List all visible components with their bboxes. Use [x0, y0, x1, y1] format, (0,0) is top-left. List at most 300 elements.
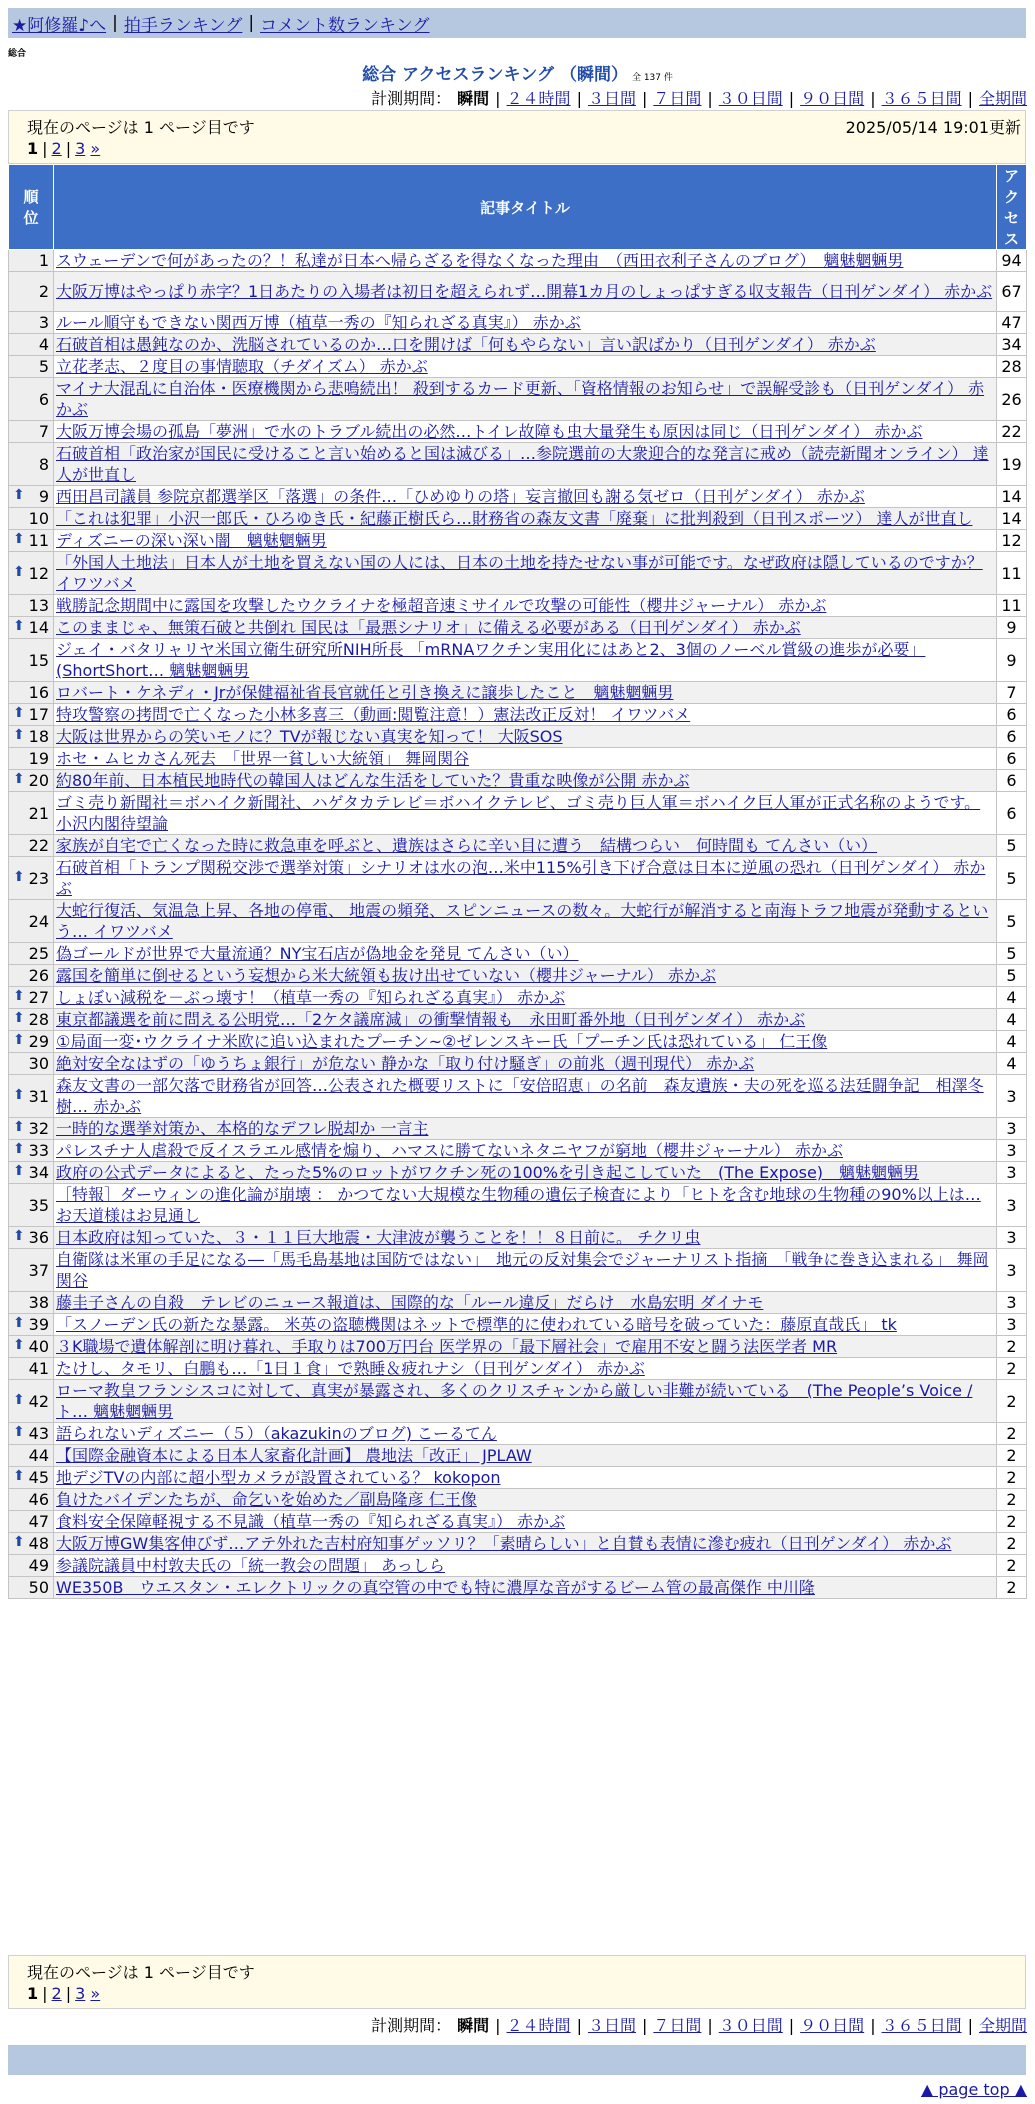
rank-number: 33 [28, 1141, 49, 1160]
page-title: 総合 アクセスランキング （瞬間） [362, 65, 628, 85]
rank-cell [9, 272, 54, 312]
title-cell [54, 1162, 997, 1184]
table-row [9, 312, 1027, 334]
rank-cell [9, 1162, 54, 1184]
rank-number: 48 [28, 1534, 49, 1553]
table-row [9, 792, 1027, 835]
title-cell [54, 726, 997, 748]
page-separator: | [42, 1984, 48, 2003]
article-link[interactable]: 食料安全保障軽視する不見識（植草一秀の『知られざる真実』） 赤かぶ [56, 1512, 566, 1531]
period-link-3[interactable]: ７日間 [653, 2016, 702, 2035]
top-nav-bar [8, 8, 1026, 38]
rank-cell [9, 1031, 54, 1053]
article-link[interactable]: ホセ・ムヒカさん死去 「世界一貧しい大統領」 舞岡関谷 [56, 749, 470, 768]
rank-cell [9, 792, 54, 835]
title-cell [54, 1489, 997, 1511]
article-link[interactable]: 「外国人土地法」日本人が土地を買えない国の人には、日本の土地を持たせない事が可能です。なぜ政府は隠しているのですか？ イワツバメ [56, 553, 983, 593]
period-link-7[interactable]: 全期間 [978, 89, 1027, 108]
current-page-message: 現在のページは 1 ページ目です [27, 1963, 255, 1982]
table-row [9, 1489, 1027, 1511]
table-row [9, 272, 1027, 312]
rank-number: 25 [28, 944, 49, 963]
title-cell [54, 1467, 997, 1489]
access-count: 4 [997, 1031, 1027, 1053]
rank-number: 23 [28, 868, 49, 888]
table-header-row [9, 165, 1027, 250]
title-cell [54, 1292, 997, 1314]
rank-cell [9, 748, 54, 770]
access-count: 26 [997, 378, 1027, 421]
table-row [9, 943, 1027, 965]
article-link[interactable]: 東京都議選を前に問える公明党…「2ケタ議席減」の衝撃情報も 永田町番外地（日刊ゲンダイ） 赤かぶ [56, 1010, 806, 1029]
rank-up-arrow-icon: ⬆ [13, 1119, 25, 1135]
period-separator: | [967, 89, 973, 108]
nav-link-asyura[interactable]: ★阿修羅♪へ [12, 15, 107, 36]
article-link[interactable]: 「スノーデン氏の新たな暴露。 米英の盗聴機関はネットで標準的に使われている暗号を破っていた：藤原直哉氏」 tk [56, 1315, 897, 1334]
article-link[interactable]: 大阪万博GW集客伸びず…アテ外れた吉村府知事ゲッソリ？「素晴らしい」と自賛も表情に滲む疲れ（日刊ゲンダイ） 赤かぶ [56, 1534, 952, 1553]
access-count: 28 [997, 356, 1027, 378]
rank-number: 27 [28, 988, 49, 1007]
table-row [9, 1140, 1027, 1162]
period-separator: | [576, 2016, 582, 2035]
title-cell [54, 704, 997, 726]
rank-number: 7 [38, 422, 49, 441]
rank-cell [9, 1467, 54, 1489]
title-cell [54, 900, 997, 943]
title-cell [54, 857, 997, 900]
rank-number: 10 [28, 509, 49, 528]
table-row [9, 1467, 1027, 1489]
access-count: 7 [997, 682, 1027, 704]
article-link[interactable]: 藤圭子さんの自殺 テレビのニュース報道は、国際的な「ルール違反」だらけ 水島宏明 ダイナモ [56, 1293, 764, 1312]
article-link[interactable]: 語られないディズニー（５）（akazukinのブログ) こーるてん [56, 1424, 497, 1443]
period-link-1[interactable]: ２４時間 [506, 2016, 571, 2035]
title-cell [54, 792, 997, 835]
rank-number: 14 [28, 618, 49, 637]
title-cell [54, 1118, 997, 1140]
rank-number: 43 [28, 1424, 49, 1443]
access-count: 67 [997, 272, 1027, 312]
period-separator: | [707, 89, 713, 108]
period-link-1[interactable]: ２４時間 [506, 89, 571, 108]
rank-number: 32 [28, 1119, 49, 1138]
table-row [9, 486, 1027, 508]
table-row [9, 1358, 1027, 1380]
rank-number: 41 [28, 1359, 49, 1378]
rank-number: 6 [38, 389, 49, 409]
access-count: 4 [997, 1009, 1027, 1031]
rank-up-arrow-icon: ⬆ [13, 618, 25, 634]
article-link[interactable]: ゴミ売り新聞社＝ボハイク新聞社、ハゲタカテレビ＝ボハイクテレビ、ゴミ売り巨人軍＝ボハイク巨人軍が正式名称のようです。 小沢内閣待望論 [56, 793, 981, 833]
article-link[interactable]: このままじゃ、無策石破と共倒れ 国民は「最悪シナリオ」に備える必要がある（日刊ゲンダイ） 赤かぶ [56, 618, 801, 637]
rank-cell [9, 770, 54, 792]
rank-number: 31 [28, 1086, 49, 1106]
title-cell [54, 595, 997, 617]
rank-number: 4 [38, 335, 49, 354]
table-row [9, 1533, 1027, 1555]
article-link[interactable]: 「これは犯罪」小沢一郎氏・ひろゆき氏・紀藤正樹氏ら…財務省の森友文書「廃棄」に批判殺到（日刊スポーツ） 達人が世直し [56, 509, 973, 528]
rank-number: 40 [28, 1337, 49, 1356]
period-separator: | [788, 89, 795, 108]
rank-number: 49 [28, 1556, 49, 1575]
table-row [9, 1292, 1027, 1314]
table-row [9, 726, 1027, 748]
rank-up-arrow-icon: ⬆ [13, 1468, 25, 1484]
access-count: 3 [997, 1075, 1027, 1118]
rank-number: 29 [28, 1032, 49, 1051]
title-cell [54, 1227, 997, 1249]
article-link[interactable]: しょぼい減税を－ぶっ壊す！（植草一秀の『知られざる真実』） 赤かぶ [56, 988, 566, 1007]
period-separator: | [707, 2016, 713, 2035]
article-link[interactable]: 露国を簡単に倒せるという妄想から米大統領も抜け出せていない（櫻井ジャーナル） 赤かぶ [56, 966, 716, 985]
access-count: 2 [997, 1489, 1027, 1511]
rank-number: 13 [28, 596, 49, 615]
rank-cell [9, 943, 54, 965]
rank-up-arrow-icon: ⬆ [13, 1010, 25, 1026]
title-cell [54, 486, 997, 508]
rank-number: 21 [28, 803, 49, 823]
period-selector [371, 2013, 1027, 2036]
period-link-3[interactable]: ７日間 [653, 89, 702, 108]
rank-up-arrow-icon: ⬆ [13, 1163, 25, 1179]
access-count: 4 [997, 1053, 1027, 1075]
table-row [9, 1184, 1027, 1227]
title-cell [54, 272, 997, 312]
title-cell [54, 1009, 997, 1031]
article-link[interactable]: 地デジTVの内部に超小型カメラが設置されている？ kokopon [56, 1468, 501, 1487]
title-cell [54, 378, 997, 421]
period-link-2[interactable]: ３日間 [587, 2016, 636, 2035]
title-cell [54, 770, 997, 792]
access-count: 5 [997, 835, 1027, 857]
page-link[interactable]: 3 [75, 1984, 86, 2003]
access-count: 2 [997, 1511, 1027, 1533]
header-rank [9, 165, 54, 250]
rank-number: 26 [28, 966, 49, 985]
access-count: 6 [997, 726, 1027, 748]
rank-number: 1 [38, 251, 49, 270]
access-count: 3 [997, 1249, 1027, 1292]
period-separator: | [870, 89, 876, 108]
access-count: 2 [997, 1577, 1027, 1599]
access-count: 6 [997, 792, 1027, 835]
access-count: 5 [997, 857, 1027, 900]
table-row [9, 704, 1027, 726]
access-count: 2 [997, 1423, 1027, 1445]
period-link-4[interactable]: ３０日間 [718, 2016, 783, 2035]
period-separator: | [870, 2016, 876, 2035]
rank-up-arrow-icon: ⬆ [13, 1086, 25, 1103]
rank-cell [9, 1249, 54, 1292]
header-rank-label: 順 位 [23, 188, 39, 227]
period-link-7[interactable]: 全期間 [978, 2016, 1027, 2035]
rank-cell [9, 1227, 54, 1249]
rank-cell [9, 530, 54, 552]
rank-number: 9 [38, 487, 49, 506]
rank-cell [9, 312, 54, 334]
rank-cell [9, 1292, 54, 1314]
access-count: 3 [997, 1140, 1027, 1162]
article-link[interactable]: 偽ゴールドが世界で大量流通？NY宝石店が偽地金を発見 てんさい（い） [56, 944, 579, 963]
table-row [9, 1336, 1027, 1358]
article-link[interactable]: WE350B ウエスタン・エレクトリックの真空管の中でも特に濃厚な音がするビーム管の最高傑作 中川隆 [56, 1578, 815, 1597]
rank-cell [9, 1184, 54, 1227]
period-current: 瞬間 [457, 89, 490, 108]
table-row [9, 1118, 1027, 1140]
title-cell [54, 552, 997, 595]
total-count: 全 137 件 [631, 73, 673, 83]
period-separator: | [495, 2016, 501, 2035]
page-link[interactable]: » [90, 139, 101, 158]
rank-number: 19 [28, 749, 49, 768]
article-link[interactable]: 森友文書の一部欠落で財務省が回答…公表された概要リストに「安倍昭恵」の名前 森友遺族・夫の死を巡る法廷闘争記 相澤冬樹… 赤かぶ [56, 1076, 984, 1116]
page-link[interactable]: » [90, 1984, 101, 2003]
table-row [9, 748, 1027, 770]
rank-number: 30 [28, 1054, 49, 1073]
rank-number: 3 [38, 313, 49, 332]
access-count: 11 [997, 552, 1027, 595]
article-link[interactable]: たけし、タモリ、白鵬も…「1日１食」で熟睡＆疲れナシ（日刊ゲンダイ） 赤かぶ [56, 1359, 645, 1378]
title-cell [54, 1577, 997, 1599]
nav-link-clap-ranking[interactable]: 拍手ランキング [123, 15, 243, 36]
access-count: 9 [997, 639, 1027, 682]
rank-up-arrow-icon: ⬆ [13, 1228, 25, 1244]
title-cell [54, 987, 997, 1009]
rank-cell [9, 857, 54, 900]
current-page-number: 1 [27, 139, 39, 158]
article-link[interactable]: ルール順守もできない関西万博（植草一秀の『知られざる真実』） 赤かぶ [56, 313, 581, 332]
title-cell [54, 1358, 997, 1380]
title-cell [54, 443, 997, 486]
rank-number: 11 [28, 531, 49, 550]
rank-cell [9, 726, 54, 748]
header-title: 記事タイトル [54, 165, 997, 250]
page-link[interactable]: 3 [75, 139, 86, 158]
page-separator: | [65, 139, 72, 158]
article-link[interactable]: スウェーデンで何があったの？！私達が日本へ帰らざるを得なくなった理由 （西田衣利子さんのブログ） 魑魅魍魎男 [56, 251, 904, 270]
rank-up-arrow-icon: ⬆ [13, 1534, 25, 1550]
article-link[interactable]: ディズニーの深い深い闇 魑魅魍魎男 [56, 531, 327, 550]
page-link[interactable]: 2 [51, 1984, 62, 2003]
rank-number: 44 [28, 1446, 49, 1465]
rank-cell [9, 1053, 54, 1075]
period-current: 瞬間 [457, 2016, 490, 2035]
rank-number: 47 [28, 1512, 49, 1531]
table-row [9, 1053, 1027, 1075]
table-row [9, 1445, 1027, 1467]
rank-cell [9, 378, 54, 421]
pager-top [8, 110, 1026, 164]
table-row [9, 1577, 1027, 1599]
rank-cell [9, 595, 54, 617]
rank-cell [9, 1009, 54, 1031]
bottom-bar [8, 2045, 1026, 2075]
access-count: 9 [997, 617, 1027, 639]
table-row [9, 1075, 1027, 1118]
title-cell [54, 508, 997, 530]
period-link-6[interactable]: ３６５日間 [881, 89, 962, 108]
article-link[interactable]: 大阪は世界からの笑いモノに？TVが報じない真実を知って！ 大阪SOS [56, 727, 563, 746]
article-link[interactable]: パレスチナ人虐殺で反イスラエル感情を煽り、ハマスに勝てないネタニヤフが窮地（櫻井ジャーナル） 赤かぶ [56, 1141, 844, 1160]
rank-cell [9, 1445, 54, 1467]
access-count: 4 [997, 987, 1027, 1009]
title-cell [54, 1314, 997, 1336]
table-row [9, 530, 1027, 552]
rank-up-arrow-icon: ⬆ [13, 705, 25, 721]
table-row [9, 835, 1027, 857]
period-selector [371, 86, 1027, 109]
period-link-6[interactable]: ３６５日間 [881, 2016, 962, 2035]
period-separator: | [641, 89, 648, 108]
rank-number: 42 [28, 1391, 49, 1411]
access-count: 14 [997, 486, 1027, 508]
article-link[interactable]: ローマ教皇フランシスコに対して、真実が暴露され、多くのクリスチャンから厳しい非難が続いている (The People’s Voice / ト… 魑魅魍魎男 [56, 1381, 973, 1421]
rank-number: 36 [28, 1228, 49, 1247]
rank-number: 35 [28, 1195, 49, 1215]
period-label: 計測期間： [371, 89, 452, 108]
table-row [9, 1555, 1027, 1577]
article-link[interactable]: 立花孝志、２度目の事情聴取（チダイズム） 赤かぶ [56, 357, 428, 376]
access-count: 3 [997, 1184, 1027, 1227]
rank-cell [9, 1511, 54, 1533]
rank-cell [9, 835, 54, 857]
title-cell [54, 1336, 997, 1358]
article-link[interactable]: 参議院議員中村敦夫氏の「統一教会の問題」 あっしら [56, 1556, 445, 1575]
rank-up-arrow-icon: ⬆ [13, 1315, 25, 1331]
period-separator: | [495, 89, 501, 108]
rank-number: 2 [38, 282, 49, 301]
access-count: 2 [997, 1358, 1027, 1380]
rank-cell [9, 1075, 54, 1118]
period-link-4[interactable]: ３０日間 [718, 89, 783, 108]
table-row [9, 443, 1027, 486]
table-row [9, 1162, 1027, 1184]
rank-up-arrow-icon: ⬆ [13, 1337, 25, 1353]
page-link[interactable]: 2 [51, 139, 62, 158]
rank-cell [9, 617, 54, 639]
article-link[interactable]: 【国際金融資本による日本人家畜化計画】 農地法「改正」 JPLAW [56, 1446, 532, 1465]
table-row [9, 1511, 1027, 1533]
rank-cell [9, 1533, 54, 1555]
article-link[interactable]: 日本政府は知っていた、３・１１巨大地震・大津波が襲うことを！！８日前に。 チクリ虫 [56, 1228, 701, 1247]
article-link[interactable]: 大蛇行復活、気温急上昇、各地の停電、 地震の頻発、スピンニュースの数々。大蛇行が解消すると南海トラフ地震が発動するという… イワツバメ [56, 901, 989, 941]
article-link[interactable]: ジェイ・バタリャリヤ米国立衛生研究所NIH所長 「mRNAワクチン実用化にはあと2、3個のノーベル賞級の進歩が必要」 (ShortShort… 魑魅魍魎男 [56, 640, 926, 680]
table-row [9, 965, 1027, 987]
rank-number: 22 [28, 836, 49, 855]
article-link[interactable]: 特攻警察の拷問で亡くなった小林多喜三（動画:閲覧注意！）憲法改正反対！ イワツバメ [56, 705, 691, 724]
title-cell [54, 1031, 997, 1053]
period-separator: | [967, 2016, 973, 2035]
article-link[interactable]: 自衛隊は米軍の手足になる―「馬毛島基地は国防ではない」 地元の反対集会でジャーナリスト指摘 「戦争に巻き込まれる」 舞岡関谷 [56, 1250, 989, 1290]
table-row [9, 334, 1027, 356]
period-link-5[interactable]: ９０日間 [800, 2016, 865, 2035]
access-count: 5 [997, 943, 1027, 965]
article-link[interactable]: 絶対安全なはずの「ゆうちょ銀行」が危ない 静かな「取り付け騒ぎ」の前兆（週刊現代） 赤かぶ [56, 1054, 755, 1073]
page-top-link[interactable]: ▲ page top ▲ [920, 2080, 1027, 2099]
article-link[interactable]: 一時的な選挙対策か、本格的なデフレ脱却か 一言主 [56, 1119, 429, 1138]
header-access [997, 165, 1027, 250]
table-row [9, 1314, 1027, 1336]
rank-cell [9, 1118, 54, 1140]
title-cell [54, 1555, 997, 1577]
table-row [9, 1227, 1027, 1249]
nav-separator: | [248, 13, 255, 33]
rank-cell [9, 682, 54, 704]
rank-number: 8 [38, 454, 49, 474]
article-link[interactable]: 石破首相「トランプ関税交渉で選挙対策」シナリオは水の泡…米中115%引き下げ合意は日本に逆風の恐れ（日刊ゲンダイ） 赤かぶ [56, 858, 986, 898]
rank-cell [9, 486, 54, 508]
table-row [9, 508, 1027, 530]
article-link[interactable]: 大阪万博はやっぱり赤字？1日あたりの入場者は初日を超えられず…開幕1カ月のしょっぱすぎる収支報告（日刊ゲンダイ） 赤かぶ [56, 282, 993, 301]
article-link[interactable]: 石破首相「政治家が国民に受けること言い始めると国は滅びる」…参院選前の大衆迎合的な発言に戒め（読売新聞オンライン） 達人が世直し [56, 444, 989, 484]
period-link-5[interactable]: ９０日間 [800, 89, 865, 108]
header-access-label: アク セス [1003, 167, 1019, 248]
pager-bottom [8, 1955, 1026, 2009]
rank-up-arrow-icon: ⬆ [13, 727, 25, 743]
article-link[interactable]: ３K職場で遺体解剖に明け暮れ、手取りは700万円台 医学界の「最下層社会」で雇用不安と闘う法医学者 MR [56, 1337, 838, 1356]
article-link[interactable]: 約80年前、日本植民地時代の韓国人はどんな生活をしていた？貴重な映像が公開 赤かぶ [56, 771, 690, 790]
access-count: 6 [997, 704, 1027, 726]
article-link[interactable]: 石破首相は愚鈍なのか、洗脳されているのか…口を開けば「何もやらない」言い訳ばかり（日刊ゲンダイ） 赤かぶ [56, 335, 876, 354]
rank-cell [9, 508, 54, 530]
article-link[interactable]: 大阪万博会場の孤島「夢洲」で水のトラブル続出の必然…トイレ故障も虫大量発生も原因は同じ（日刊ゲンダイ） 赤かぶ [56, 422, 923, 441]
table-row [9, 987, 1027, 1009]
rank-number: 17 [28, 705, 49, 724]
nav-link-comment-ranking[interactable]: コメント数ランキング [260, 15, 430, 36]
updated-timestamp: 2025/05/14 19:01更新 [845, 118, 1021, 137]
rank-number: 15 [28, 650, 49, 670]
table-row [9, 857, 1027, 900]
rank-up-arrow-icon: ⬆ [13, 487, 25, 503]
nav-separator: | [112, 13, 118, 33]
article-link[interactable]: ［特報］ダーウィンの進化論が崩壊 ： かつてない大規模な生物種の遺伝子検査により「ヒトを含む地球の生物種の90%以上は… お天道様はお見通し [56, 1185, 981, 1225]
article-link[interactable]: ①局面一変･ウクライナ米欧に追い込まれたプーチン~②ゼレンスキー氏「プーチン氏は恐れている」 仁王像 [56, 1032, 828, 1051]
article-link[interactable]: ロバート・ケネディ・Jrが保健福祉省長官就任と引き換えに譲歩したこと 魑魅魍魎男 [56, 683, 674, 702]
article-link[interactable]: 負けたバイデンたちが、命乞いを始めた／副島隆彦 仁王像 [56, 1490, 477, 1509]
access-count: 2 [997, 1445, 1027, 1467]
page-links [27, 1984, 100, 2003]
table-row [9, 617, 1027, 639]
rank-up-arrow-icon: ⬆ [13, 988, 25, 1004]
rank-number: 37 [28, 1260, 49, 1280]
ranking-title-line [0, 60, 1035, 85]
article-link[interactable]: マイナ大混乱に自治体・医療機関から悲鳴続出！ 殺到するカード更新、「資格情報のお知らせ」で誤解受診も（日刊ゲンダイ） 赤かぶ [56, 379, 985, 419]
access-count: 3 [997, 1227, 1027, 1249]
rank-cell [9, 552, 54, 595]
article-link[interactable]: 西田昌司議員 参院京都選挙区「落選」の条件…「ひめゆりの塔」妄言撤回も謝る気ゼロ（日刊ゲンダイ） 赤かぶ [56, 487, 865, 506]
access-count: 2 [997, 1336, 1027, 1358]
title-cell [54, 1445, 997, 1467]
title-cell [54, 334, 997, 356]
access-count: 3 [997, 1314, 1027, 1336]
table-row [9, 682, 1027, 704]
table-row [9, 356, 1027, 378]
access-count: 3 [997, 1292, 1027, 1314]
rank-cell [9, 421, 54, 443]
table-row [9, 552, 1027, 595]
rank-cell [9, 987, 54, 1009]
page-separator: | [65, 1984, 72, 2003]
table-row [9, 1423, 1027, 1445]
article-link[interactable]: 政府の公式データによると、たった5%のロットがワクチン死の100%を引き起こしていた (The Expose) 魑魅魍魎男 [56, 1163, 920, 1182]
period-separator: | [641, 2016, 648, 2035]
access-count: 19 [997, 443, 1027, 486]
period-link-2[interactable]: ３日間 [587, 89, 636, 108]
rank-number: 20 [28, 771, 49, 790]
access-count: 3 [997, 1162, 1027, 1184]
article-link[interactable]: 家族が自宅で亡くなった時に救急車を呼ぶと、遺族はさらに辛い目に遭う 結構つらい 何時間も てんさい（い） [56, 836, 878, 855]
article-link[interactable]: 戦勝記念期間中に露国を攻撃したウクライナを極超音速ミサイルで攻撃の可能性（櫻井ジャーナル） 赤かぶ [56, 596, 827, 615]
